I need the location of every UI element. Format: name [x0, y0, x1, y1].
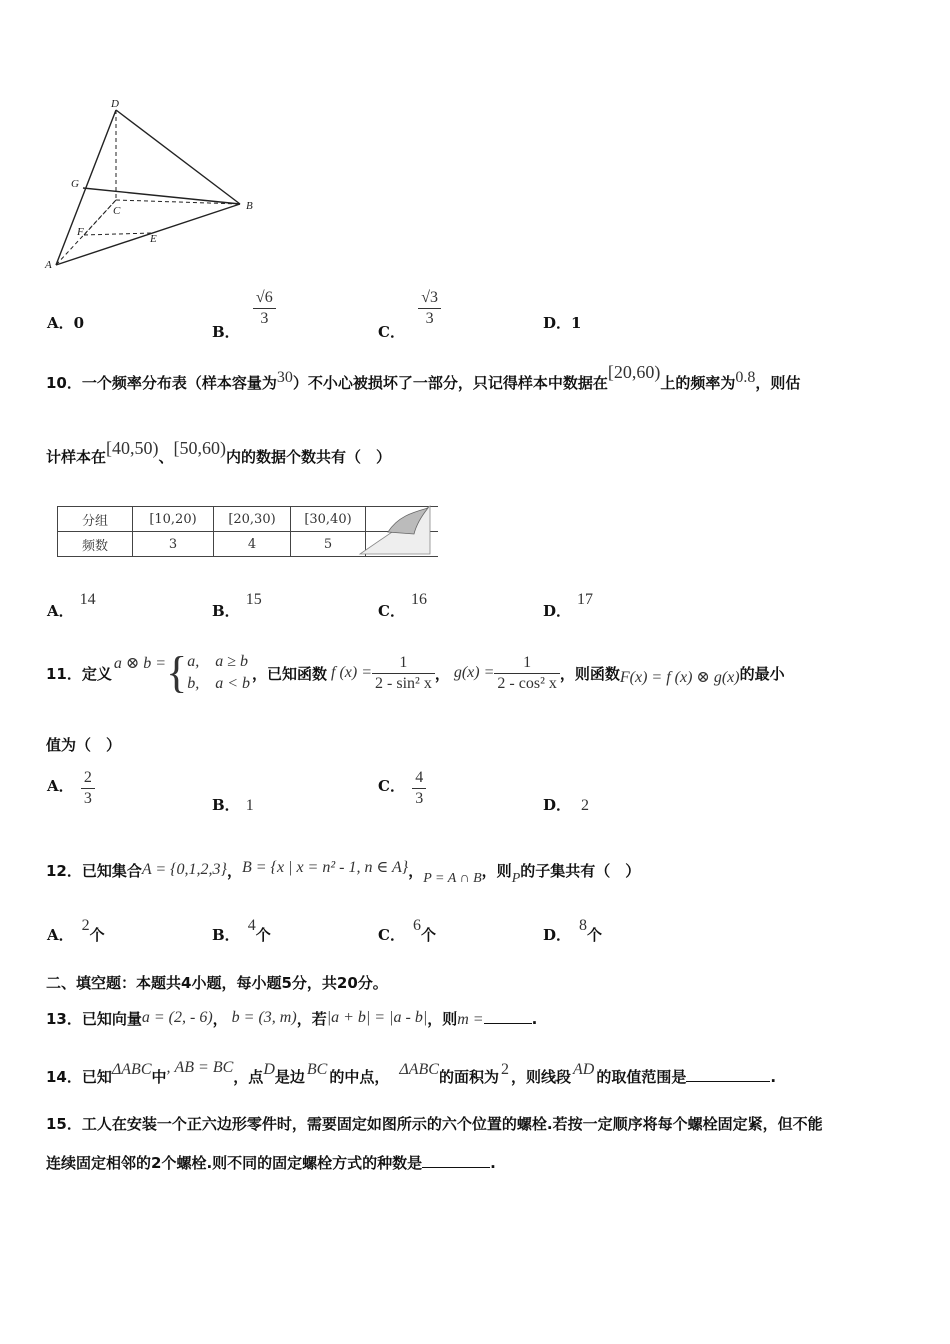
option-letter: D． — [543, 602, 572, 620]
math: 0.8 — [735, 369, 756, 386]
edge-DB — [116, 110, 240, 204]
option-letter: B． — [212, 602, 240, 620]
text: . — [490, 1154, 496, 1172]
label-E: E — [150, 233, 157, 245]
label-C: C — [113, 205, 121, 217]
option-letter: C． — [378, 602, 405, 620]
q12-option-b[interactable] — [212, 917, 271, 945]
text: ， — [408, 862, 424, 880]
text: 上的频率为 — [660, 374, 736, 392]
fraction-numerator: √6 — [253, 288, 276, 309]
math: B = {x | x = n² - 1, n ∈ A} — [241, 859, 409, 876]
fraction-numerator: 1 — [372, 653, 435, 674]
text: ，则函数 — [559, 664, 620, 683]
text: ，已知函数 — [252, 664, 328, 683]
option-value: 16 — [410, 591, 427, 608]
table-cell: 分组 — [58, 507, 133, 532]
table-cell: [30,40) — [291, 507, 366, 532]
fraction-denominator: 3 — [83, 790, 92, 807]
option-letter: D． — [543, 314, 572, 332]
math: |a + b| = |a - b| — [326, 1009, 428, 1026]
table-cell: 5 — [291, 532, 366, 557]
q9-option-d[interactable] — [543, 312, 581, 333]
math: a ⊗ b = — [113, 655, 167, 672]
q11-option-c[interactable] — [378, 768, 426, 809]
edge-DA — [56, 110, 116, 265]
option-unit: 个 — [587, 926, 603, 944]
text: 二、填空题：本题共4小题，每小题5分，共20分。 — [46, 974, 388, 992]
text: 11．定义 — [46, 664, 112, 683]
torn-corner — [358, 504, 432, 558]
q10-option-b[interactable] — [212, 591, 262, 621]
text: 14．已知 — [46, 1068, 112, 1086]
option-letter: C． — [378, 322, 405, 341]
text: 值为（ ） — [46, 736, 122, 754]
answer-blank[interactable] — [422, 1153, 490, 1168]
q9-option-b[interactable] — [212, 288, 276, 341]
q13-line — [46, 1008, 537, 1029]
text: 12．已知集合 — [46, 862, 142, 880]
math: ΔABC — [399, 1061, 439, 1078]
fraction-denominator: 2 - cos² x — [497, 674, 557, 692]
q15-line1 — [46, 1113, 823, 1134]
option-unit: 个 — [255, 926, 271, 944]
fraction-numerator: 1 — [494, 653, 559, 674]
edge-FE — [84, 233, 152, 235]
q10-line1 — [46, 362, 801, 393]
q10-option-a[interactable] — [47, 591, 96, 621]
math: F(x) = f (x) ⊗ g(x) — [619, 669, 740, 686]
label-A: A — [45, 259, 52, 271]
q11-option-d[interactable] — [543, 794, 589, 815]
option-letter: A． — [47, 602, 74, 620]
table-cell: [10,20) — [133, 507, 214, 532]
fraction-denominator: 3 — [260, 310, 269, 327]
q12-line — [46, 859, 641, 886]
brace: { — [166, 648, 188, 697]
fraction — [253, 288, 276, 329]
math: A = {0,1,2,3} — [141, 861, 227, 878]
text: 的中点， — [329, 1068, 390, 1086]
q12-option-d[interactable] — [543, 917, 603, 945]
text: ，则 — [427, 1010, 458, 1028]
q11-line2 — [46, 734, 121, 755]
option-value: 4 — [247, 917, 256, 934]
q12-option-a[interactable] — [47, 917, 105, 945]
fraction — [372, 653, 435, 694]
text: 计样本在 — [46, 448, 107, 466]
text: 的最小 — [739, 664, 785, 683]
fraction — [418, 288, 441, 329]
option-letter: C． — [378, 926, 405, 944]
q14-line — [46, 1059, 777, 1087]
fraction — [81, 768, 95, 809]
text: 10．一个频率分布表（样本容量为 — [46, 374, 277, 392]
q15-line2 — [46, 1152, 496, 1173]
answer-blank[interactable] — [686, 1067, 770, 1082]
option-unit: 个 — [420, 926, 436, 944]
fraction-denominator: 3 — [415, 790, 424, 807]
q10-option-c[interactable] — [378, 591, 427, 621]
math: [20,60) — [607, 362, 661, 382]
text: ，则 — [481, 862, 512, 880]
text: 连续固定相邻的2个螺栓.则不同的固定螺栓方式的种数是 — [46, 1154, 423, 1172]
answer-blank[interactable] — [484, 1009, 532, 1024]
q10-option-d[interactable] — [543, 591, 594, 621]
math: 30 — [276, 369, 293, 386]
text: 的取值范围是 — [596, 1068, 687, 1086]
label-B: B — [246, 200, 253, 212]
option-value: 14 — [79, 591, 96, 608]
option-letter: B． — [212, 322, 240, 341]
text: ，点 — [233, 1068, 264, 1086]
text: . — [770, 1068, 777, 1086]
option-value: 1 — [245, 797, 254, 814]
option-value: 1 — [571, 314, 582, 332]
option-value: 0 — [73, 314, 85, 332]
math: m = — [457, 1011, 484, 1028]
option-value: 6 — [412, 917, 421, 934]
label-D: D — [111, 98, 119, 110]
text: ，则线段 — [510, 1068, 571, 1086]
table-cell: 4 — [214, 532, 291, 557]
q9-option-c[interactable] — [378, 288, 441, 341]
option-letter: A． — [47, 926, 74, 944]
option-letter: D． — [543, 796, 572, 814]
math: D — [263, 1061, 275, 1078]
text: ，则估 — [755, 374, 801, 392]
label-F: F — [77, 226, 84, 238]
option-value: 15 — [245, 591, 262, 608]
fraction-numerator: 2 — [81, 768, 95, 789]
math: g(x) = — [453, 664, 495, 681]
option-letter: A． — [47, 314, 74, 332]
text: 内的数据个数共有（ ） — [226, 448, 392, 466]
text: ，若 — [296, 1010, 327, 1028]
math: [50,60) — [173, 438, 227, 458]
text: 中 — [151, 1068, 167, 1086]
math: f (x) = — [331, 664, 373, 681]
text: . — [531, 1010, 538, 1028]
fraction — [494, 653, 559, 694]
q11-option-b[interactable] — [212, 794, 254, 815]
text: 13．已知向量 — [46, 1010, 142, 1028]
q12-option-c[interactable] — [378, 917, 436, 945]
text: ， — [226, 862, 242, 880]
fraction-numerator: √3 — [418, 288, 441, 309]
math: BC — [306, 1061, 328, 1078]
math: , AB = BC — [166, 1059, 234, 1076]
text: 的子集共有（ ） — [520, 862, 641, 880]
text: ）不小心被损坏了一部分，只记得样本中数据在 — [292, 374, 608, 392]
math: b = (3, m) — [231, 1009, 297, 1026]
math: a = (2, - 6) — [141, 1009, 213, 1026]
text: 15．工人在安装一个正六边形零件时，需要固定如图所示的六个位置的螺栓.若按一定顺序将每个螺栓固定紧，但不能 — [46, 1115, 823, 1133]
table-cell: [20,30) — [214, 507, 291, 532]
math: [40,50) — [106, 438, 159, 458]
math: P — [511, 871, 521, 886]
option-unit: 个 — [89, 926, 105, 944]
text: 的面积为 — [438, 1068, 499, 1086]
table-cell: 频数 — [58, 532, 133, 557]
case: b, a < b — [187, 675, 251, 692]
section-heading — [46, 972, 388, 993]
option-value: 17 — [577, 591, 594, 608]
option-value: 2 — [81, 917, 90, 934]
fraction-numerator: 4 — [412, 768, 426, 789]
label-G: G — [71, 178, 79, 190]
text: ， — [434, 664, 450, 683]
case: a, a ≥ b — [187, 653, 248, 670]
cases — [187, 651, 250, 695]
text: 是边 — [274, 1068, 305, 1086]
option-letter: D． — [543, 926, 572, 944]
text: ， — [212, 1010, 228, 1028]
math: ΔABC — [111, 1061, 152, 1078]
table-cell: 3 — [133, 532, 214, 557]
q9-option-a[interactable] — [47, 312, 84, 333]
text: 、 — [158, 448, 174, 466]
fraction — [412, 768, 426, 809]
option-letter: A． — [47, 776, 74, 795]
math: P = A ∩ B — [423, 871, 482, 886]
tetrahedron-figure — [40, 92, 270, 277]
option-letter: B． — [212, 926, 240, 944]
q11-option-a[interactable] — [47, 768, 95, 809]
option-value: 8 — [579, 917, 588, 934]
fraction-denominator: 3 — [425, 310, 434, 327]
fraction-denominator: 2 - sin² x — [375, 674, 432, 692]
q10-line2 — [46, 438, 392, 467]
math: 2 — [500, 1061, 509, 1078]
math: AD — [573, 1061, 595, 1078]
q11-line1 — [46, 650, 785, 696]
option-letter: B． — [212, 796, 240, 814]
option-letter: C． — [378, 776, 405, 795]
option-value: 2 — [581, 797, 590, 814]
